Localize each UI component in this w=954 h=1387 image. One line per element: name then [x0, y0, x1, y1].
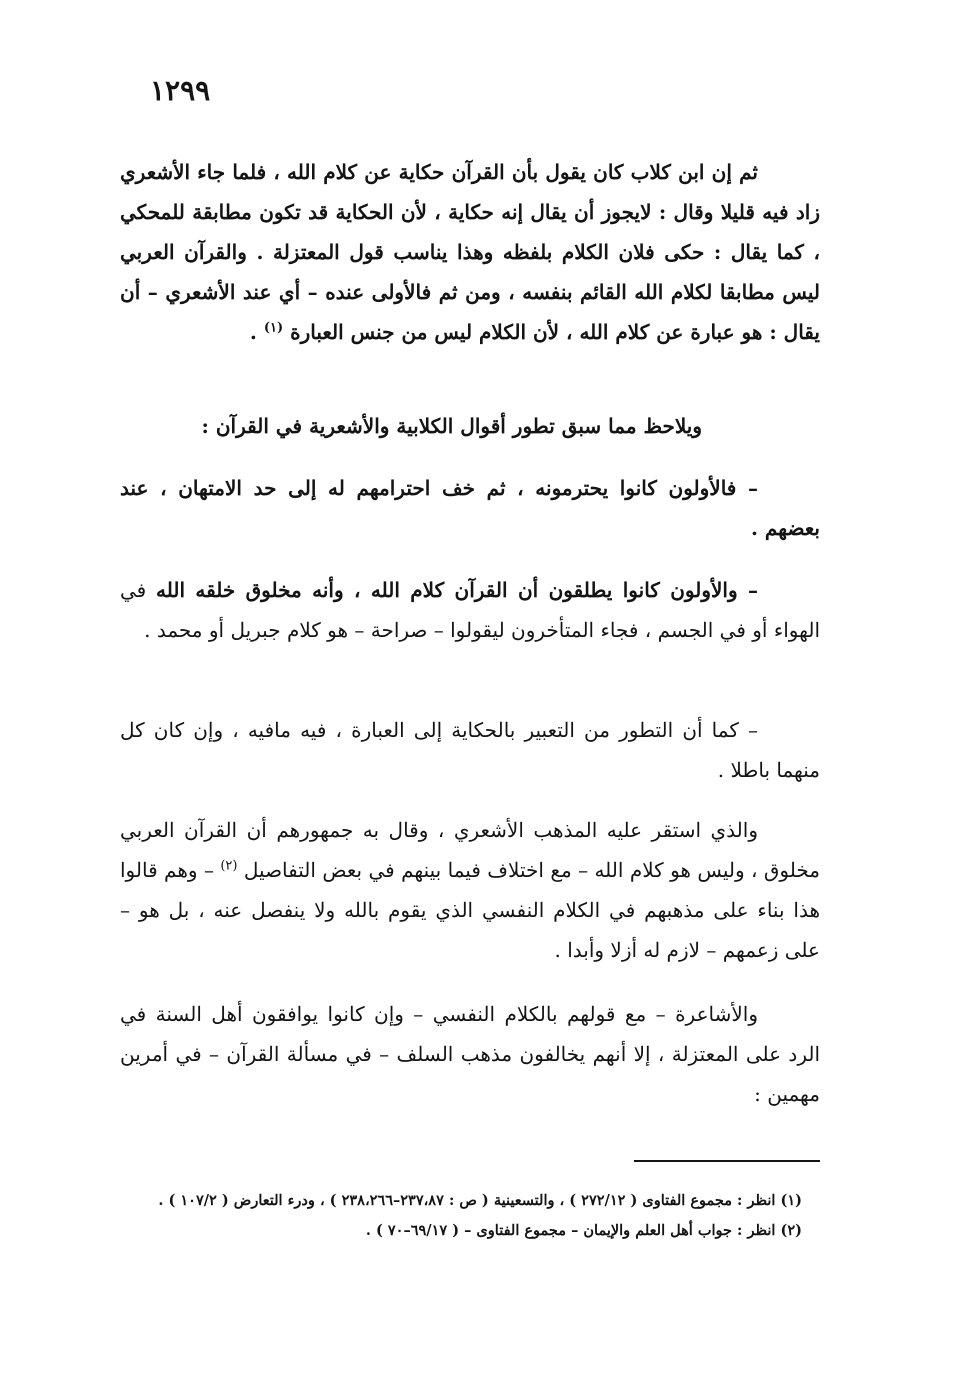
paragraph-observation: ويلاحظ مما سبق تطور أقوال الكلابية والأشعرية في القرآن :	[201, 414, 702, 438]
paragraph-text-cont: – وهم قالوا هذا بناء على مذهبهم في الكلام النفسي الذي يقوم بالله ولا ينفصل عنه ، بل هو – على زعمهم – لازم له أزلا وأبدا .	[120, 858, 820, 962]
footnote-1: (١) انظر : مجموع الفتاوى ( ٢٧٢/١٢ ) ، والتسعينية ( ص : ٢٣٧،٨٧–٢٣٨،٢٦٦ ) ، ودرء التعارض ( ١٠٧/٢ ) .	[158, 1192, 802, 1209]
paragraph-ashaira: والأشاعرة – مع قولهم بالكلام النفسي – وإن كانوا يوافقون أهل السنة في الرد على المعتزلة ، إلا أنهم يخالفون مذهب السلف – في مسألة القرآن – في أمرين مهمين :	[120, 1002, 820, 1106]
bullet-created-quran	[120, 570, 820, 650]
paragraph-end: .	[249, 320, 264, 344]
paragraph-text: والذي استقر عليه المذهب الأشعري ، وقال به جمهورهم أن القرآن العربي مخلوق ، وليس هو كلام الله – مع اختلاف فيما بينهم في بعض التفاصيل	[120, 818, 820, 882]
footnote-ref-2: (٢)	[220, 858, 238, 874]
paragraph-ibn-kullab	[120, 152, 820, 352]
bullet-bold-text: – والأولون كانوا يطلقون أن القرآن كلام الله ، وأنه مخلوق خلقه الله	[156, 578, 758, 602]
footnote-2: (٢) انظر : جواب أهل العلم والإيمان – مجموع الفتاوى – ( ٦٩/١٧–٧٠ ) .	[365, 1222, 802, 1239]
footnotes	[120, 1186, 820, 1246]
bullet-text: في الهواء أو في الجسم ، فجاء المتأخرون ليقولوا – صراحة – هو كلام جبريل أو محمد .	[120, 578, 820, 642]
paragraph-text: ثم إن ابن كلاب كان يقول بأن القرآن حكاية عن كلام الله ، فلما جاء الأشعري زاد فيه قليلا وقال : لايجوز أن يقال إنه حكاية ، لأن الحكاية قد تكون مطابقة للمحكي ، كما يقال : حكى فلان الكلام بلفظه وهذا يناسب قول المعتزلة . والقرآن العربي ليس مطابقا لكلام الله القائم بنفسه ، ومن ثم فالأولى عنده – أي عند الأشعري – أن يقال : هو عبارة عن كلام الله ، لأن الكلام ليس من جنس العبارة	[120, 160, 820, 344]
footnote-ref-1: (١)	[263, 320, 284, 336]
paragraph-ashari-doctrine	[120, 810, 820, 970]
bullet-first-generation: – فالأولون كانوا يحترمونه ، ثم خف احترامهم له إلى حد الامتهان ، عند بعضهم .	[120, 476, 820, 540]
bullet-hikaya-ibara: – كما أن التطور من التعبير بالحكاية إلى العبارة ، فيه مافيه ، وإن كان كل منهما باطلا .	[120, 718, 820, 782]
page-number: ١٢٩٩	[150, 74, 211, 107]
footnote-divider	[634, 1160, 820, 1162]
